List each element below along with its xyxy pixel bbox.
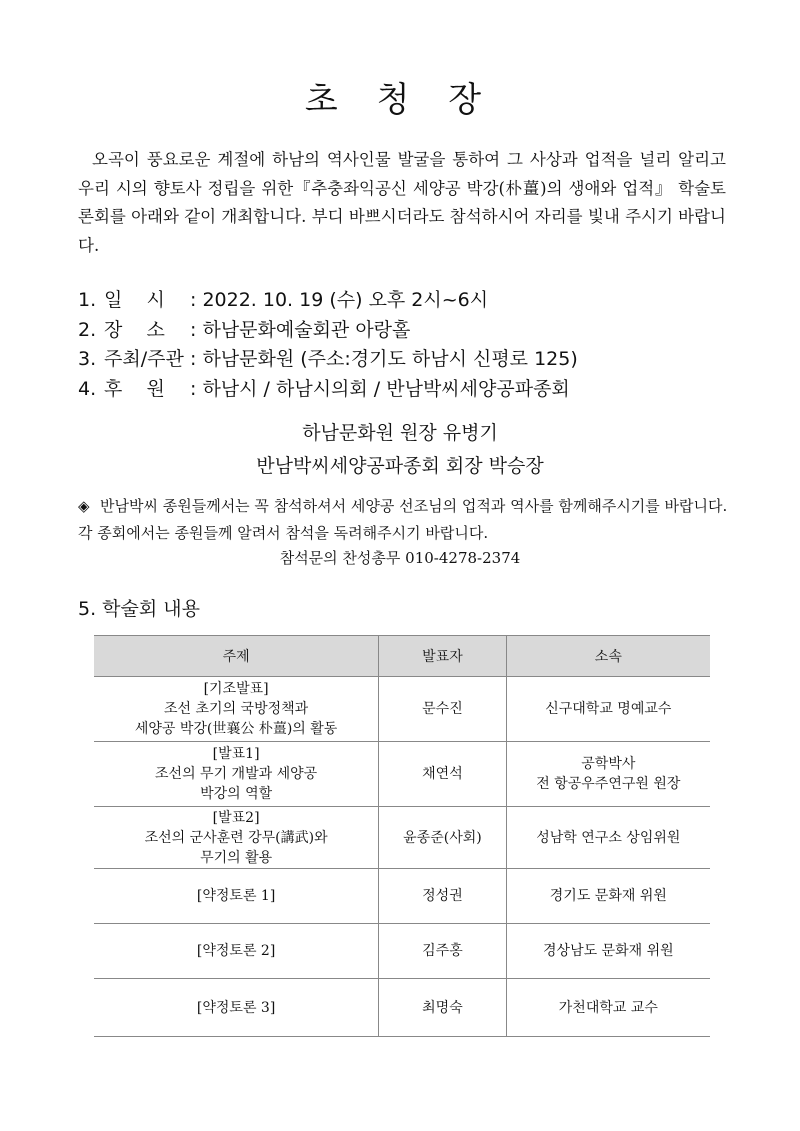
topic-cell (94, 742, 379, 807)
table-row (94, 742, 710, 807)
detail-venue (78, 316, 738, 346)
affiliation-cell (506, 869, 710, 924)
topic-line: 무기의 활용 (200, 849, 273, 866)
detail-sponsor (78, 375, 738, 405)
table-row (94, 979, 710, 1037)
affiliation-line: 신구대학교 명예교수 (545, 701, 672, 717)
topic-line: 세양공 박강(世襄公 朴薑)의 활동 (134, 721, 338, 737)
table-row (94, 807, 710, 869)
intro-paragraph: 오곡이 풍요로운 계절에 하남의 역사인물 발굴을 통하여 그 사상과 업적을 널리 알리고 우리 시의 향토사 정립을 위한『추충좌익공신 세양공 박강(朴薑)의 생애와 업적』 학술토론회를 아래와 같이 개최합니다. 부디 바쁘시더라도 참석하시어 자리를 빛내 주시기 바랍니다. (78, 150, 726, 255)
affiliation-line: 성남학 연구소 상임위원 (536, 829, 681, 846)
detail-number: 3. (78, 348, 97, 370)
notice-contact: 참석문의 찬성총무 010-4278-2374 (279, 549, 521, 567)
program-table (94, 635, 710, 1037)
host-line-2: 반남박씨세양공파종회 회장 박승장 (256, 455, 544, 477)
detail-date (78, 286, 738, 316)
presenter-cell: 정성권 (379, 869, 506, 924)
topic-cell (94, 924, 379, 979)
affiliation-line: 가천대학교 교수 (558, 999, 658, 1016)
topic-line: [기조발표] (203, 681, 269, 697)
table-row (94, 924, 710, 979)
table-row (94, 869, 710, 924)
detail-value: : 하남문화원 (주소:경기도 하남시 신평로 125) (190, 348, 578, 370)
affiliation-cell (506, 807, 710, 869)
detail-value: : 2022. 10. 19 (수) 오후 2시~6시 (190, 289, 489, 311)
topic-line: [발표1] (212, 746, 260, 762)
topic-cell (94, 869, 379, 924)
detail-host (78, 345, 738, 375)
section-title: 5. 학술회 내용 (78, 598, 200, 620)
detail-number: 2. (78, 318, 97, 341)
affiliation-cell (506, 742, 710, 807)
topic-cell (94, 807, 379, 869)
detail-value: : 하남문화예술회관 아랑홀 (190, 318, 411, 341)
affiliation-line: 공학박사 (581, 756, 636, 772)
notice-text: 반남박씨 종원들께서는 꼭 참석하셔서 세양공 선조님의 업적과 역사를 함께해주시기를 바랍니다. 각 종회에서는 종원들께 알려서 참석을 독려해주시기 바랍니다. (78, 497, 728, 542)
topic-line: [발표2] (212, 809, 260, 826)
table-row (94, 677, 710, 742)
presenter-cell: 윤종준(사회) (379, 807, 506, 869)
presenter-cell: 문수진 (379, 677, 506, 742)
affiliation-cell (506, 979, 710, 1037)
detail-label: 장 소 (104, 318, 165, 341)
header-topic: 주제 (94, 636, 379, 677)
detail-number: 4. (78, 377, 97, 400)
topic-cell (94, 979, 379, 1037)
topic-line: [약정토론 3] (196, 999, 276, 1016)
detail-number: 1. (78, 289, 97, 311)
affiliation-line: 전 항공우주연구원 원장 (536, 776, 681, 792)
presenter-cell: 최명숙 (379, 979, 506, 1037)
topic-line: 조선의 무기 개발과 세양공 (155, 766, 318, 782)
affiliation-cell (506, 924, 710, 979)
event-details (78, 286, 738, 404)
detail-label: 주최/주관 (104, 348, 184, 370)
topic-line: 조선 초기의 국방정책과 (164, 701, 309, 717)
header-presenter: 발표자 (379, 636, 506, 677)
host-line-1: 하남문화원 원장 유병기 (302, 422, 498, 444)
notice-paragraph (78, 493, 738, 547)
diamond-bullet-icon: ◈ (78, 497, 90, 515)
detail-value: : 하남시 / 하남시의회 / 반남박씨세양공파종회 (190, 377, 570, 400)
topic-line: [약정토론 1] (196, 888, 276, 904)
header-affiliation: 소속 (506, 636, 710, 677)
topic-line: 조선의 군사훈련 강무(講武)와 (144, 829, 328, 846)
affiliation-line: 경상남도 문화재 위원 (543, 943, 674, 959)
topic-cell (94, 677, 379, 742)
presenter-cell: 김주홍 (379, 924, 506, 979)
detail-label: 후 원 (104, 377, 165, 400)
table-header-row (94, 636, 710, 677)
topic-line: [약정토론 2] (196, 943, 276, 959)
detail-label: 일 시 (104, 289, 165, 311)
affiliation-line: 경기도 문화재 위원 (549, 888, 667, 904)
topic-line: 박강의 역할 (200, 786, 273, 802)
affiliation-cell (506, 677, 710, 742)
presenter-cell: 채연석 (379, 742, 506, 807)
page-title: 초 청 장 (304, 80, 496, 120)
